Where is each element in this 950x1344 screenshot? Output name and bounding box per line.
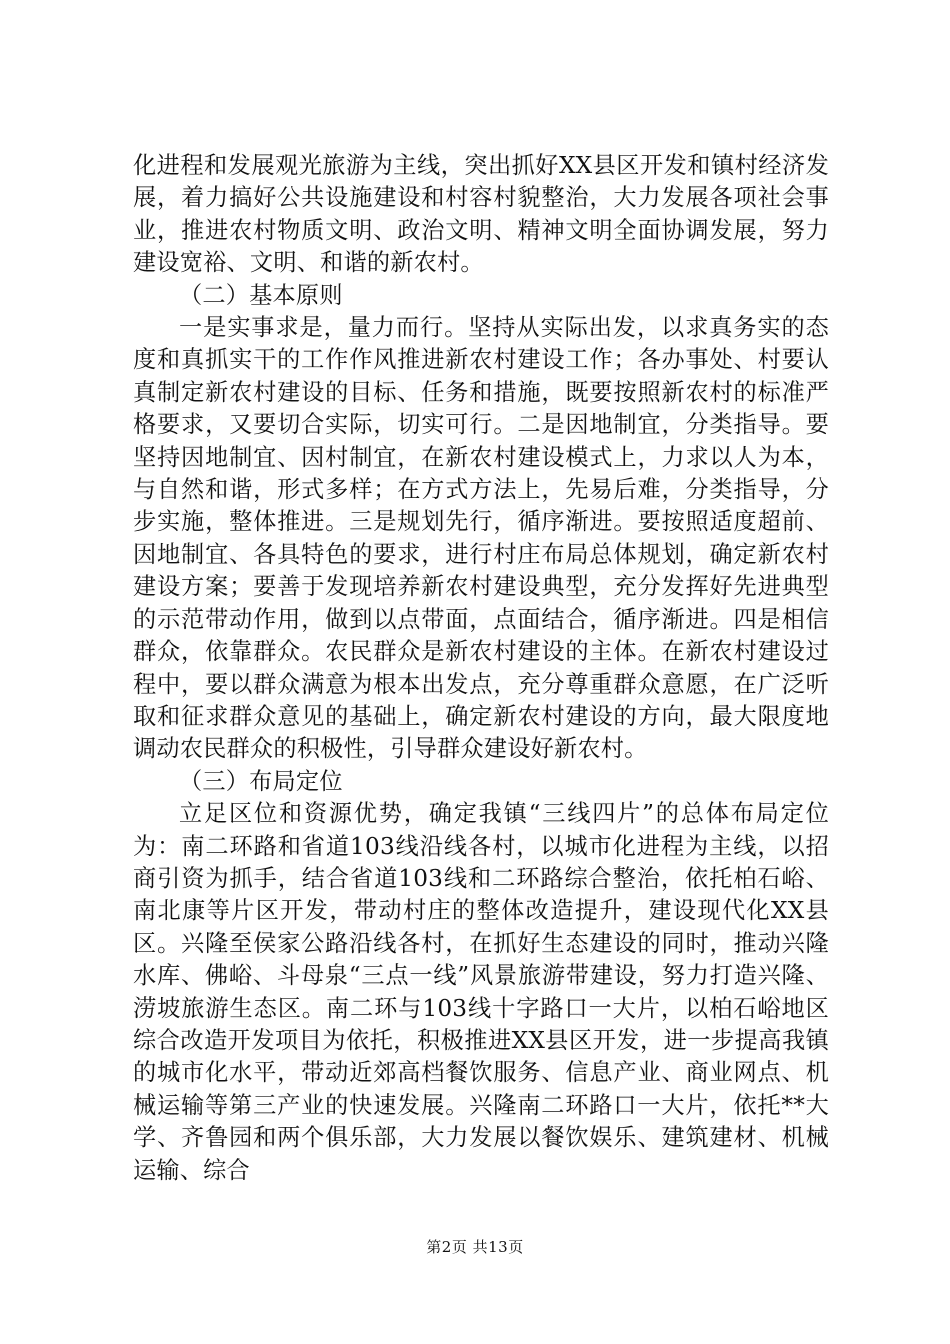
document-body bbox=[133, 150, 829, 1187]
paragraph-layout-positioning: 立足区位和资源优势，确定我镇“三线四片”的总体布局定位为：南二环路和省道103线沿线各村，以城市化进程为主线，以招商引资为抓手，结合省道103线和二环路综合整治，依托柏石峪、南北康等片区开发，带动村庄的整体改造提升，建设现代化XX县区。兴隆至侯家公路沿线各村，在抓好生态建设的同时，推动兴隆水库、佛峪、斗母泉“三点一线”风景旅游带建设，努力打造兴隆、涝坡旅游生态区。南二环与103线十字路口一大片，以柏石峪地区综合改造开发项目为依托，积极推进XX县区开发，进一步提高我镇的城市化水平，带动近郊高档餐饮服务、信息产业、商业网点、机械运输等第三产业的快速发展。兴隆南二环路口一大片，依托**大学、齐鲁园和两个俱乐部，大力发展以餐饮娱乐、建筑建材、机械运输、综合 bbox=[133, 800, 829, 1184]
paragraph-basic-principles: 一是实事求是，量力而行。坚持从实际出发，以求真务实的态度和真抓实干的工作作风推进新农村建设工作；各办事处、村要认真制定新农村建设的目标、任务和措施，既要按照新农村的标准严格要求，又要切合实际，切实可行。二是因地制宜，分类指导。要坚持因地制宜、因村制宜，在新农村建设模式上，力求以人为本，与自然和谐，形式多样；在方式方法上，先易后难，分类指导，分步实施，整体推进。三是规划先行，循序渐进。要按照适度超前、因地制宜、各具特色的要求，进行村庄布局总体规划，确定新农村建设方案；要善于发现培养新农村建设典型，充分发挥好先进典型的示范带动作用，做到以点带面，点面结合，循序渐进。四是相信群众，依靠群众。农民群众是新农村建设的主体。在新农村建设过程中，要以群众满意为根本出发点，充分尊重群众意愿，在广泛听取和征求群众意见的基础上，确定新农村建设的方向，最大限度地调动农民群众的积极性，引导群众建设好新农村。 bbox=[133, 314, 829, 763]
section-heading-layout-positioning: （三）布局定位 bbox=[179, 767, 343, 795]
paragraph-continuation: 化进程和发展观光旅游为主线，突出抓好XX县区开发和镇村经济发展，着力搞好公共设施建设和村容村貌整治，大力发展各项社会事业，推进农村物质文明、政治文明、精神文明全面协调发展，努力建设宽裕、文明、和谐的新农村。 bbox=[133, 152, 829, 277]
section-heading-basic-principles: （二）基本原则 bbox=[179, 281, 343, 309]
page-footer: 第2页 共13页 bbox=[426, 1238, 524, 1256]
